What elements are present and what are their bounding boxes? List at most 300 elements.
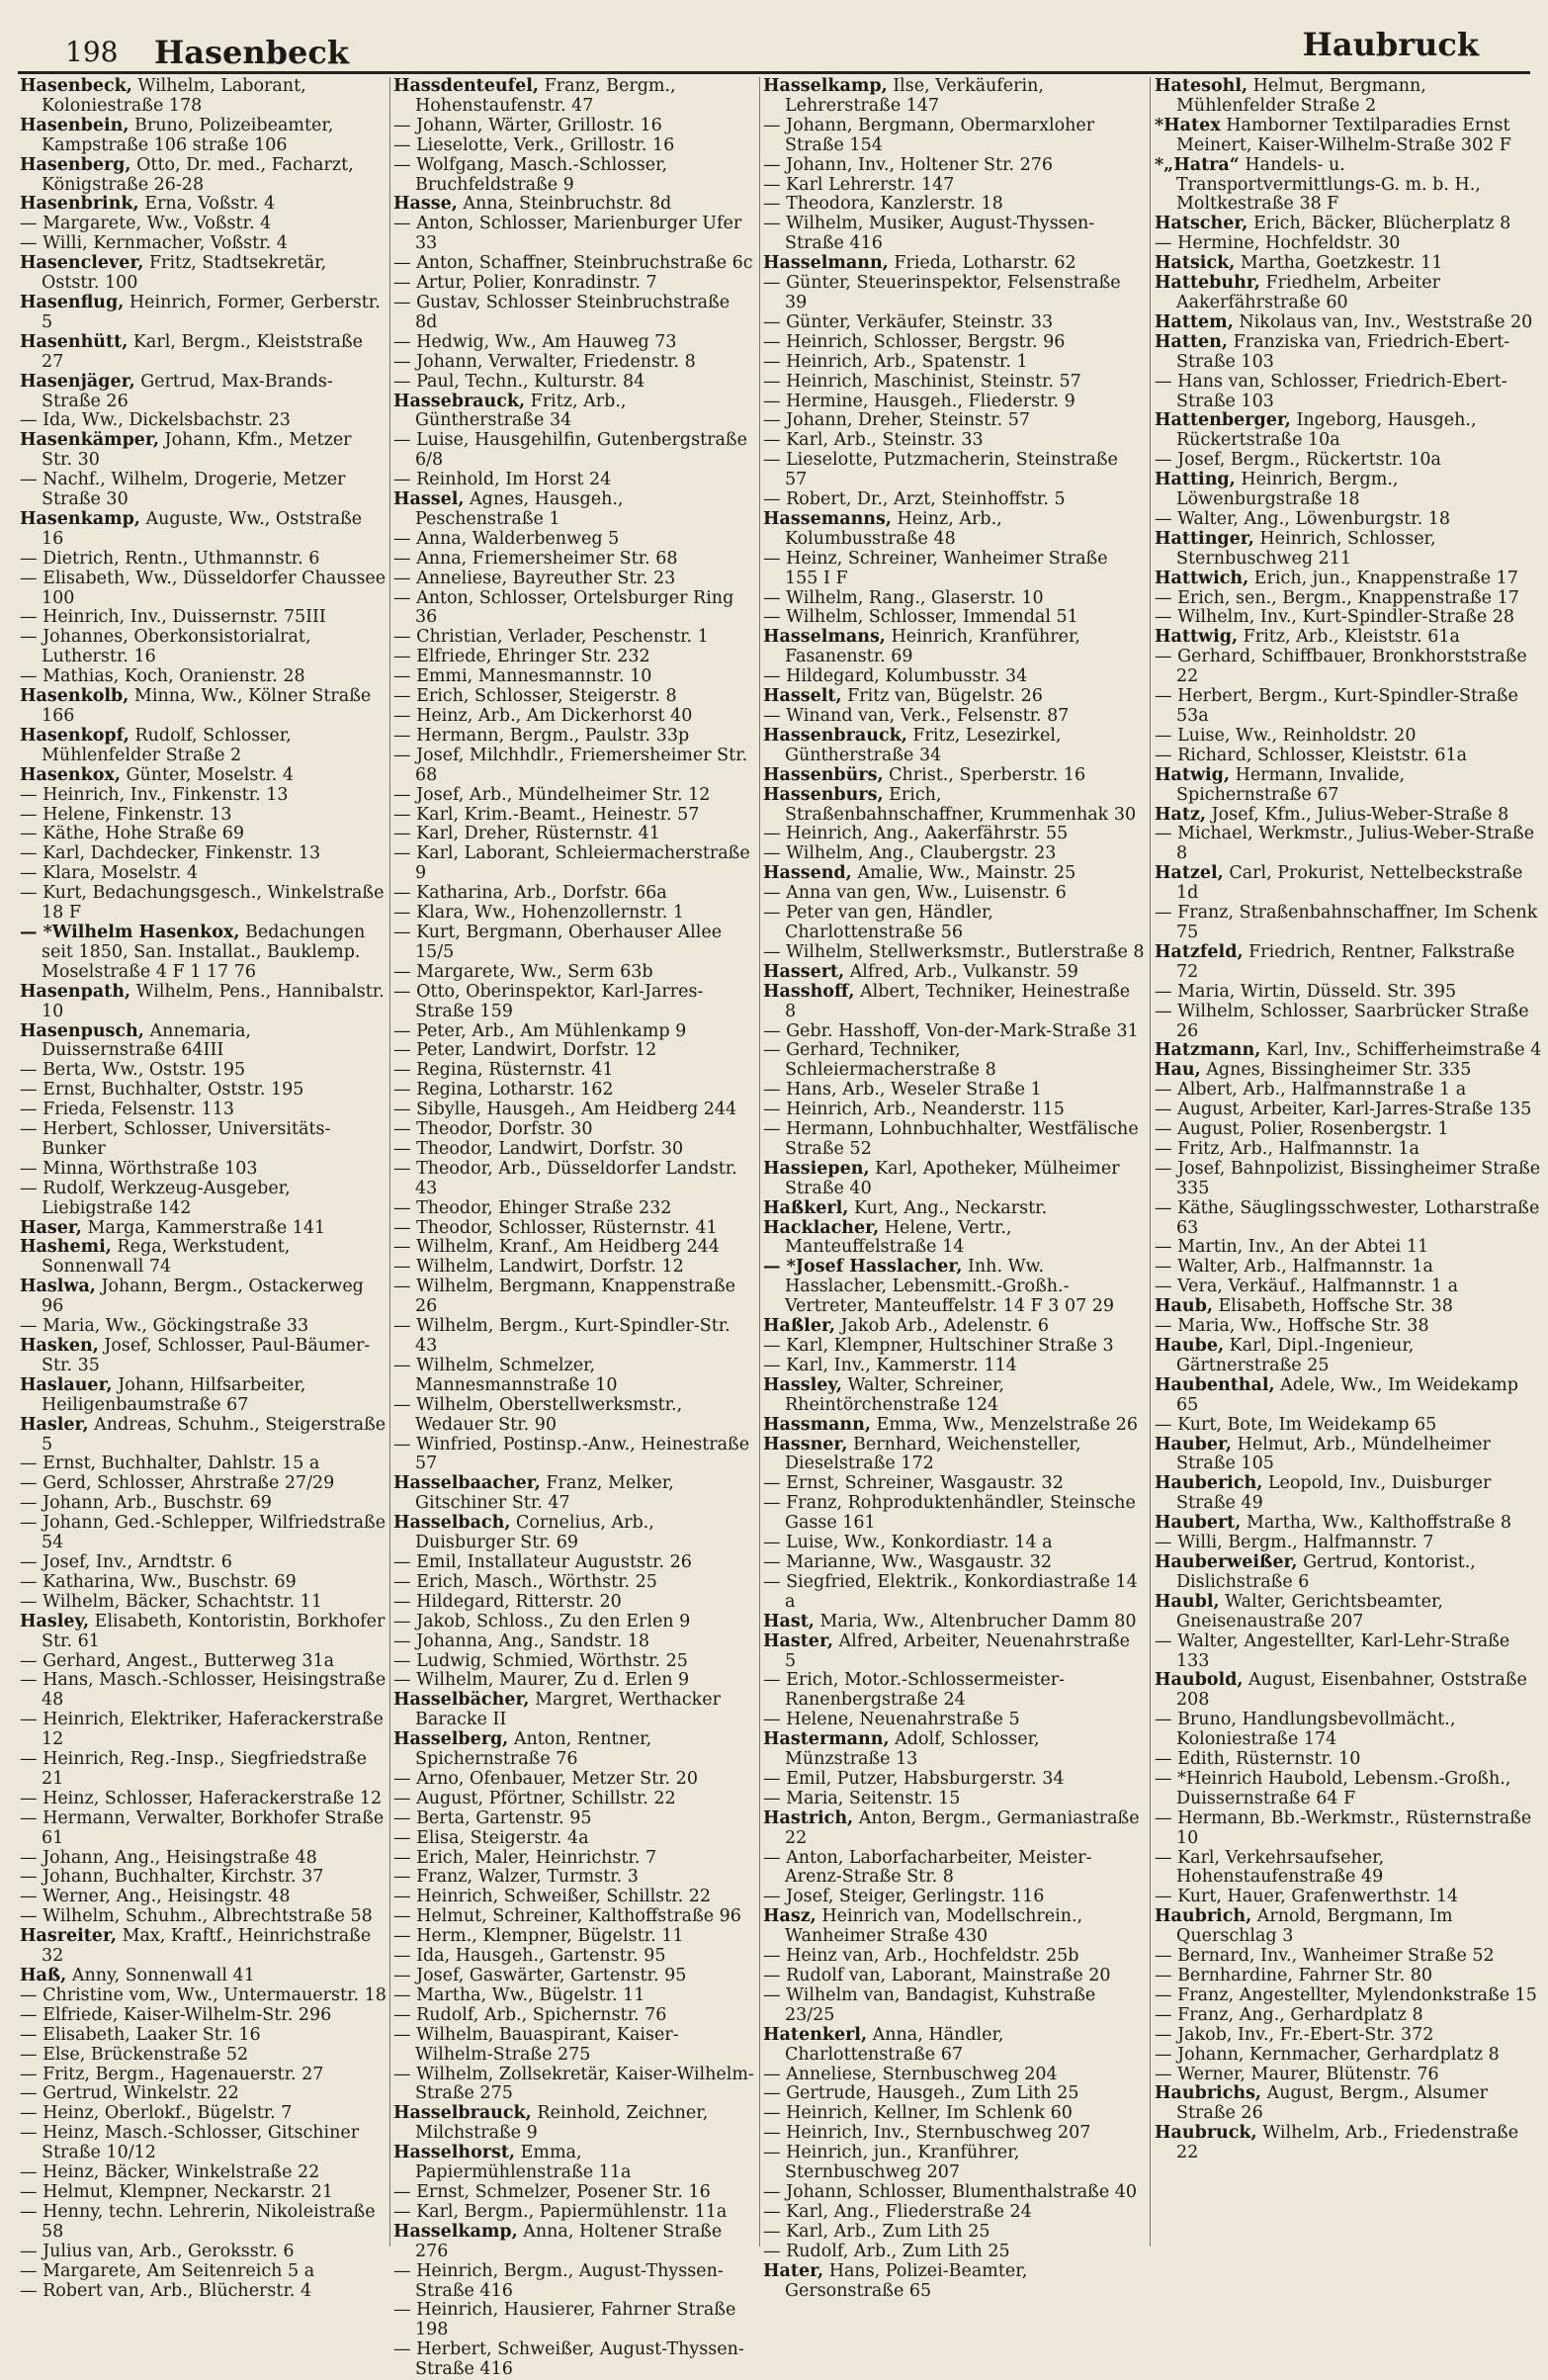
entry-details: Bernhard, Weichensteller, Dieselstraße 172 [785,1434,1081,1474]
entry-details: — Heinrich, Kellner, Im Schlenk 60 [763,2103,1073,2124]
entry-surname: Haubruck, [1155,2123,1257,2144]
entry-details: — Heinrich, Schlosser, Bergstr. 96 [763,331,1066,352]
entry-details: — Margarete, Ww., Voßstr. 4 [20,214,272,234]
directory-entry [1155,1081,1542,1101]
directory-entry [763,766,1145,786]
directory-entry [393,2203,755,2223]
entry-details: — Kurt, Bedachungsgesch., Winkelstraße 18 F [20,883,385,924]
entry-surname: Hasshoff, [763,981,855,1002]
entry-details: — Erich, Maler, Heinrichstr. 7 [393,1847,657,1868]
directory-entry [763,2144,1145,2183]
entry-details: — Wilhelm, Bäcker, Schachtstr. 11 [20,1591,322,1612]
entry-details: — Hermann, Bergm., Paulstr. 33p [393,725,690,746]
entry-surname: Hashemi, [20,1237,112,1258]
entry-details: Elisabeth, Kontoristin, Borkhofer Str. 61 [42,1611,386,1651]
column-2 [393,76,755,2380]
directory-entry [393,1573,755,1593]
directory-entry [20,2006,387,2026]
entry-details: Ingeborg, Hausgeh., Rückertstraße 10a [1176,410,1477,451]
directory-entry [20,884,387,924]
entry-details: — Ida, Ww., Dickelsbachstr. 23 [20,410,291,431]
directory-entry [393,2104,755,2144]
directory-entry [1155,1553,1542,1593]
entry-surname: Hauberich, [1155,1473,1263,1494]
directory-entry [20,2026,387,2046]
directory-entry [1155,1317,1542,1337]
entry-details: — Wilhelm, Maurer, Zu d. Erlen 9 [393,1670,690,1691]
entry-details: Wilhelm, Laborant, Koloniestraße 178 [42,76,306,116]
directory-entry [1155,608,1542,628]
entry-details: — Katharina, Arb., Dorfstr. 66a [393,883,667,904]
entry-details: — Heinz, Schlosser, Haferackerstraße 12 [20,1788,383,1808]
entry-details: — Helmut, Schreiner, Kalthoffstraße 96 [393,1906,741,1927]
directory-entry [1155,1376,1542,1416]
entry-details: — Ernst, Buchhalter, Oststr. 195 [20,1080,304,1101]
entry-details: — Heinz, Schreiner, Wanheimer Straße 155 I F [763,548,1108,588]
entry-details: — Jakob, Inv., Fr.-Ebert-Str. 372 [1155,2024,1434,2045]
entry-details: Fritz, Arb., Güntherstraße 34 [415,391,627,431]
entry-details: — Heinz, Bäcker, Winkelstraße 22 [20,2162,320,2183]
entry-details: — Wilhelm, Landwirt, Dorfstr. 12 [393,1257,684,1278]
directory-entry [1155,333,1542,373]
entry-details: Ilse, Verkäuferin, Lehrerstraße 147 [785,76,1044,116]
directory-entry [393,1238,755,1258]
entry-details: — Johann, Ang., Heisingstraße 48 [20,1847,317,1868]
directory-entry [393,707,755,727]
directory-entry [20,766,387,786]
directory-entry [763,2066,1145,2085]
directory-entry [20,411,387,431]
directory-entry [393,156,755,196]
entry-details: Alfred, Arbeiter, Neuenahrstraße 5 [785,1631,1130,1671]
entry-details: Hans, Polizei-Beamter, Gersonstraße 65 [785,2260,1028,2301]
entry-details: — Gerhard, Techniker, Schleiermacherstraße 8 [763,1040,996,1081]
entry-details: — Erich, sen., Bergm., Knappenstraße 17 [1155,587,1519,608]
entry-details: — Fritz, Bergm., Hagenauerstr. 27 [20,2064,324,2084]
directory-entry [393,136,755,156]
entry-surname: Hatzmann, [1155,1040,1261,1061]
entry-details: — Klara, Moselstr. 4 [20,863,199,884]
entry-surname: Hasselbrauck, [393,2103,532,2124]
directory-entry [393,1436,755,1475]
column-divider [759,77,760,2247]
directory-entry [393,1160,755,1199]
entry-surname: Hasselberg, [393,1729,509,1750]
directory-entry [20,864,387,884]
directory-entry [393,333,755,353]
directory-entry [1155,1967,1542,1986]
entry-surname: Haubrich, [1155,1906,1252,1927]
entry-surname: Hasenkopf, [20,725,129,746]
directory-entry [1155,747,1542,766]
directory-entry [20,1553,387,1573]
directory-entry [393,1730,755,1770]
entry-details: — Ludwig, Schmied, Wörthstr. 25 [393,1650,688,1671]
entry-surname: Hasselbach, [393,1513,511,1534]
directory-entry [20,1416,387,1455]
directory-entry [1155,806,1542,826]
entry-surname: Hauberweißer, [1155,1551,1298,1572]
entry-details: — Regina, Rüsternstr. 41 [393,1060,614,1081]
entry-details: Martha, Ww., Kalthoffstraße 8 [1241,1513,1512,1534]
entry-details: — Günter, Steuerinspektor, Felsenstraße 39 [763,273,1121,312]
directory-entry [1155,1770,1542,1809]
entry-details: — Robert, Dr., Arzt, Steinhoffstr. 5 [763,489,1066,510]
directory-entry [393,1613,755,1632]
directory-entry [763,983,1145,1022]
directory-entry [20,333,387,373]
entry-surname: Hassley, [763,1374,842,1395]
directory-entry [20,1750,387,1790]
entry-details: — Christine vom, Ww., Untermauerstr. 18 [20,1984,387,2005]
entry-details: — Mathias, Koch, Oranienstr. 28 [20,666,305,687]
entry-details: Rega, Werkstudent, Sonnenwall 74 [42,1237,291,1278]
entry-details: — Anton, Schlosser, Marienburger Ufer 33 [393,214,742,254]
entry-details: — Theodor, Schlosser, Rüsternstr. 41 [393,1217,718,1238]
directory-entry [1155,1750,1542,1770]
entry-details: — Erich, Masch., Wörthstr. 25 [393,1571,657,1592]
entry-details: August, Eisenbahner, Oststraße 208 [1176,1670,1527,1711]
directory-entry [763,1357,1145,1376]
entry-details: — Anton, Laborfacharbeiter, Meister-Arenz-Straße Str. 8 [763,1847,1092,1888]
entry-surname: Hasenbrink, [20,194,139,215]
entry-details: — Otto, Oberinspektor, Karl-Jarres-Straße 159 [393,981,704,1021]
entry-details: Amalie, Ww., Mainstr. 25 [851,863,1076,884]
entry-details: — Heinrich, Maschinist, Steinstr. 57 [763,371,1081,392]
entry-surname: Hassebrauck, [393,391,526,411]
entry-details: — Johann, Schlosser, Blumenthalstraße 40 [763,2181,1138,2202]
entry-details: — Herbert, Schlosser, Universitäts-Bunker [20,1119,331,1159]
entry-details: — Gertrude, Hausgeh., Zum Lith 25 [763,2083,1079,2104]
directory-entry [763,2262,1145,2302]
entry-details: Anna, Händler, Charlottenstraße 67 [785,2024,1004,2065]
entry-details: Nikolaus van, Inv., Weststraße 20 [1233,311,1533,332]
entry-details: Friedrich, Rentner, Falkstraße 72 [1176,941,1515,982]
entry-details: — Nachf., Wilhelm, Drogerie, Metzer Straße 30 [20,470,346,510]
entry-details: — Erich, Motor.-Schlossermeister-Ranenbergstraße 24 [763,1670,1066,1711]
directory-entry [763,2084,1145,2104]
directory-entry [393,1317,755,1357]
directory-entry [20,687,387,727]
directory-entry [20,1986,387,2006]
directory-entry [393,1061,755,1081]
directory-entry [20,471,387,510]
directory-entry [393,1199,755,1219]
entry-details: — Heinz, Arb., Am Dickerhorst 40 [393,706,693,726]
entry-details: — Vera, Verkäuf., Halfmannstr. 1 a [1155,1277,1459,1297]
entry-details: — Theodor, Landwirt, Dorfstr. 30 [393,1138,684,1159]
entry-details: Walter, Schreiner, Rheintörchenstraße 124 [785,1374,1004,1415]
entry-details: Otto, Dr. med., Facharzt, Königstraße 26-28 [42,154,354,195]
directory-entry [1155,1199,1542,1239]
entry-details: Max, Kraftf., Heinrichstraße 32 [42,1926,372,1967]
entry-details: — Hermine, Hausgeh., Fliederstr. 9 [763,391,1075,411]
entry-details: Handels- u. Transportvermittlungs-G. m. b. H., Moltkestraße 38 F [1176,154,1481,215]
directory-entry [20,2183,387,2203]
entry-details: Friedhelm, Arbeiter Aakerfährstraße 60 [1176,273,1440,312]
entry-details: Maria, Ww., Altenbrucher Damm 80 [814,1611,1137,1631]
entry-surname: Hatsick, [1155,253,1236,274]
entry-details: — Hans, Masch.-Schlosser, Heisingstraße 48 [20,1670,387,1711]
entry-details: — Maria, Seitenstr. 15 [763,1788,961,1808]
entry-surname: Haubl, [1155,1591,1220,1612]
directory-entry [393,215,755,254]
directory-entry [763,431,1145,451]
entry-details: Anton, Rentner, Spichernstraße 76 [415,1729,652,1770]
entry-details: — Johann, Kernmacher, Gerhardplatz 8 [1155,2044,1500,2065]
directory-entry [393,747,755,786]
directory-entry [763,2223,1145,2243]
entry-details: — Karl, Krim.-Beamt., Heinestr. 57 [393,804,700,825]
entry-details: — Hans van, Schlosser, Friedrich-Ebert-Straße 103 [1155,371,1507,411]
directory-entry [20,294,387,333]
entry-details: Gertrud, Max-Brands-Straße 26 [42,371,333,411]
entry-details: — Johann, Verwalter, Friedenstr. 8 [393,351,696,372]
entry-surname: Hasenpusch, [20,1020,144,1041]
directory-entry [763,1081,1145,1101]
entry-details: — Josef, Bahnpolizist, Bissingheimer Straße 335 [1155,1158,1541,1198]
entry-details: — Anton, Schlosser, Ortelsburger Ring 36 [393,587,734,628]
entry-details: — Heinrich, Inv., Finkenstr. 13 [20,784,289,805]
entry-surname: Haß, [20,1966,67,1985]
entry-surname: Hasken, [20,1336,99,1356]
directory-entry [20,844,387,864]
directory-entry [393,1927,755,1947]
directory-entry [393,1652,755,1672]
entry-surname: Hassiepen, [763,1158,870,1179]
directory-entry [763,1337,1145,1357]
directory-entry [393,1691,755,1730]
directory-entry [1155,530,1542,570]
entry-details: — Berta, Ww., Oststr. 195 [20,1060,246,1081]
entry-details: — Wilhelm, Zollsekretär, Kaiser-Wilhelm-Straße 275 [393,2064,754,2104]
directory-entry [20,667,387,687]
directory-entry [20,628,387,667]
entry-details: — Rudolf, Arb., Spichernstr. 76 [393,2004,667,2025]
right-keyword: Haubruck [1302,26,1479,63]
directory-entry [1155,156,1542,216]
entry-details: — Regina, Lotharstr. 162 [393,1080,614,1101]
directory-entry [20,1219,387,1239]
directory-entry [763,333,1145,353]
directory-entry [393,393,755,432]
directory-entry [393,963,755,983]
directory-entry [763,550,1145,589]
entry-details: Wilhelm, Arb., Friedenstraße 22 [1176,2123,1519,2163]
directory-entry [763,1436,1145,1475]
entry-details: — Anna, Friemersheimer Str. 68 [393,548,678,569]
directory-entry [763,707,1145,727]
entry-details: — Karl, Ang., Fliederstraße 24 [763,2201,1032,2222]
directory-entry [20,2282,387,2302]
entry-details: — Heinz, Masch.-Schlosser, Gitschiner Straße 10/12 [20,2123,360,2163]
entry-details: — Bernard, Inv., Wanheimer Straße 52 [1155,1946,1495,1967]
entry-surname: Hasenberg, [20,154,131,175]
directory-entry [1155,766,1542,806]
directory-entry [20,825,387,844]
directory-entry [1155,1160,1542,1199]
directory-entry [763,1120,1145,1160]
entry-details: — Franz, Straßenbahnschaffner, Im Schenk 75 [1155,903,1538,942]
entry-details: — Wilhelm van, Bandagist, Kuhstraße 23/25 [763,1984,1096,2025]
directory-entry [393,1022,755,1042]
directory-entry [393,550,755,570]
directory-entry [20,117,387,156]
entry-details: — Luise, Hausgehilfin, Gutenbergstraße 6/8 [393,430,747,471]
entry-surname: Hasenjäger, [20,371,135,392]
entry-details: — Maria, Wirtin, Düsseld. Str. 395 [1155,981,1457,1002]
entry-surname: — *Josef Hasslacher, [763,1257,963,1278]
directory-entry [763,1671,1145,1711]
directory-entry [20,608,387,628]
entry-details: — Else, Brückenstraße 52 [20,2044,249,2065]
directory-entry [393,1632,755,1652]
entry-details: Fritz, Lesezirkel, Güntherstraße 34 [785,725,1062,765]
directory-entry [763,117,1145,156]
entry-surname: Haser, [20,1217,82,1238]
directory-entry [1155,510,1542,530]
entry-details: — Willi, Kernmacher, Voßstr. 4 [20,233,288,254]
entry-details: — Emil, Putzer, Habsburgerstr. 34 [763,1768,1065,1789]
directory-entry [1155,1711,1542,1750]
entry-details: — Herbert, Schweißer, August-Thyssen-Straße 416 [393,2339,744,2380]
directory-entry [393,2183,755,2203]
directory-entry [20,77,387,117]
directory-entry [20,1849,387,1869]
entry-details: — Gerd, Schlosser, Ahrstraße 27/29 [20,1473,335,1494]
entry-surname: Hassel, [393,489,465,510]
entry-details: — Hermann, Lohnbuchhalter, Westfälische Straße 52 [763,1119,1139,1159]
entry-surname: Hasenpath, [20,981,131,1002]
directory-entry [20,1907,387,1927]
directory-entry [393,844,755,884]
directory-entry [763,727,1145,766]
entry-surname: Hattwig, [1155,627,1239,648]
directory-entry [20,1888,387,1907]
entry-surname: Hasreiter, [20,1926,117,1947]
entry-details: — Bruno, Handlungsbevollmächt., Koloniestraße 174 [1155,1710,1456,1750]
directory-entry [1155,1809,1542,1849]
entry-details: — Wilhelm, Rang., Glaserstr. 10 [763,587,1044,608]
directory-entry [763,687,1145,707]
entry-details: — Johann, Buchhalter, Kirchstr. 37 [20,1867,324,1888]
entry-details: — Anna van gen, Ww., Luisenstr. 6 [763,883,1067,904]
directory-entry [20,2163,387,2183]
entry-surname: Hassenburs, [763,784,884,805]
entry-details: — Josef, Gaswärter, Gartenstr. 95 [393,1966,687,1985]
entry-details: — Reinhold, Im Horst 24 [393,470,612,490]
directory-entry [393,1671,755,1691]
entry-details: Hamborner Textilparadies Ernst Meinert, Kaiser-Wilhelm-Straße 302 F [1176,115,1511,155]
entry-details: Anny, Sonnenwall 41 [66,1966,255,1985]
entry-details: — Karl, Klempner, Hultschiner Straße 3 [763,1336,1114,1356]
entry-details: Leopold, Inv., Duisburger Straße 49 [1176,1473,1492,1514]
entry-details: — Fritz, Arb., Halfmannstr. 1a [1155,1138,1419,1159]
entry-surname: Haubert, [1155,1513,1242,1534]
directory-entry [763,1101,1145,1120]
directory-entry [763,353,1145,373]
directory-entry [393,1041,755,1061]
directory-entry [393,570,755,589]
entry-details: — Gerhard, Schiffbauer, Bronkhorststraße 22 [1155,647,1527,687]
directory-entry [1155,1416,1542,1436]
entry-details: — Maria, Ww., Hoffsche Str. 38 [1155,1316,1429,1337]
directory-entry [20,924,387,983]
directory-entry [1155,1436,1542,1475]
directory-entry [763,1711,1145,1730]
directory-entry [1155,864,1542,904]
entry-details: — Ernst, Buchhalter, Dahlstr. 15 a [20,1454,320,1474]
directory-entry [393,1888,755,1907]
directory-entry [1155,1671,1542,1711]
directory-entry [393,1258,755,1278]
directory-entry [393,884,755,904]
directory-entry [1155,1278,1542,1297]
entry-surname: Hattebuhr, [1155,273,1260,294]
entry-details: — Hermann, Bb.-Werkmstr., Rüsternstraße 10 [1155,1807,1532,1848]
entry-surname: Hasenbein, [20,115,129,135]
directory-entry [393,825,755,844]
directory-entry [763,176,1145,196]
entry-details: — Ernst, Schreiner, Wasgaustr. 32 [763,1473,1064,1494]
entry-surname: Haslwa, [20,1277,96,1297]
entry-details: Karl, Dipl.-Ingenieur, Gärtnerstraße 25 [1176,1336,1415,1375]
entry-details: — Johann, Ged.-Schlepper, Wilfriedstraße 54 [20,1513,387,1553]
entry-details: Johann, Bergm., Ostackerweg 96 [42,1277,364,1317]
entry-details: — Karl, Bergm., Papiermühlenstr. 11a [393,2201,728,2222]
directory-entry [393,2026,755,2066]
entry-details: — Johann, Dreher, Steinstr. 57 [763,410,1031,431]
directory-entry [20,1120,387,1160]
directory-entry [20,1671,387,1711]
entry-details: — Wilhelm, Stellwerksmstr., Butlerstraße 8 [763,941,1145,962]
entry-details: — Klara, Ww., Hohenzollernstr. 1 [393,903,685,924]
entry-details: — Elisabeth, Ww., Düsseldorfer Chaussee 100 [20,568,387,608]
directory-entry [393,490,755,530]
directory-entry [1155,2084,1542,2124]
entry-details: Johann, Hilfsarbeiter, Heiligenbaumstraße 67 [42,1374,306,1415]
entry-details: — Winfried, Postinsp.-Anw., Heinestraße 57 [393,1434,750,1474]
entry-details: Karl, Apotheker, Mülheimer Straße 40 [785,1158,1120,1198]
entry-details: — Sibylle, Hausgeh., Am Heidberg 244 [393,1100,737,1120]
entry-details: — Margarete, Am Seitenreich 5 a [20,2260,315,2281]
entry-surname: *Hatex [1155,115,1221,135]
directory-entry [763,195,1145,215]
entry-details: Anna, Holtener Straße 276 [415,2221,723,2261]
entry-details: Anton, Bergm., Germaniastraße 22 [785,1807,1140,1848]
entry-details: — Josef, Milchhdlr., Friemersheimer Str. 68 [393,745,748,785]
entry-surname: Hatscher, [1155,214,1248,234]
directory-entry [20,234,387,254]
directory-entry [393,274,755,294]
entry-surname: Hassenbrauck, [763,725,907,746]
directory-entry [393,1967,755,1986]
page-header [18,22,1530,74]
entry-surname: Hastermann, [763,1729,890,1750]
directory-entry [20,1790,387,1809]
directory-entry [763,943,1145,963]
directory-entry [763,1553,1145,1573]
directory-entry [1155,373,1542,412]
entry-details: — Walter, Ang., Löwenburgstr. 18 [1155,508,1450,529]
entry-details: — Luise, Ww., Konkordiastr. 14 a [763,1533,1053,1553]
entry-surname: Hattinger, [1155,528,1254,549]
directory-entry [1155,1238,1542,1258]
directory-entry [1155,589,1542,609]
directory-entry [763,1022,1145,1042]
entry-surname: Haube, [1155,1336,1225,1356]
directory-entry [393,1396,755,1436]
